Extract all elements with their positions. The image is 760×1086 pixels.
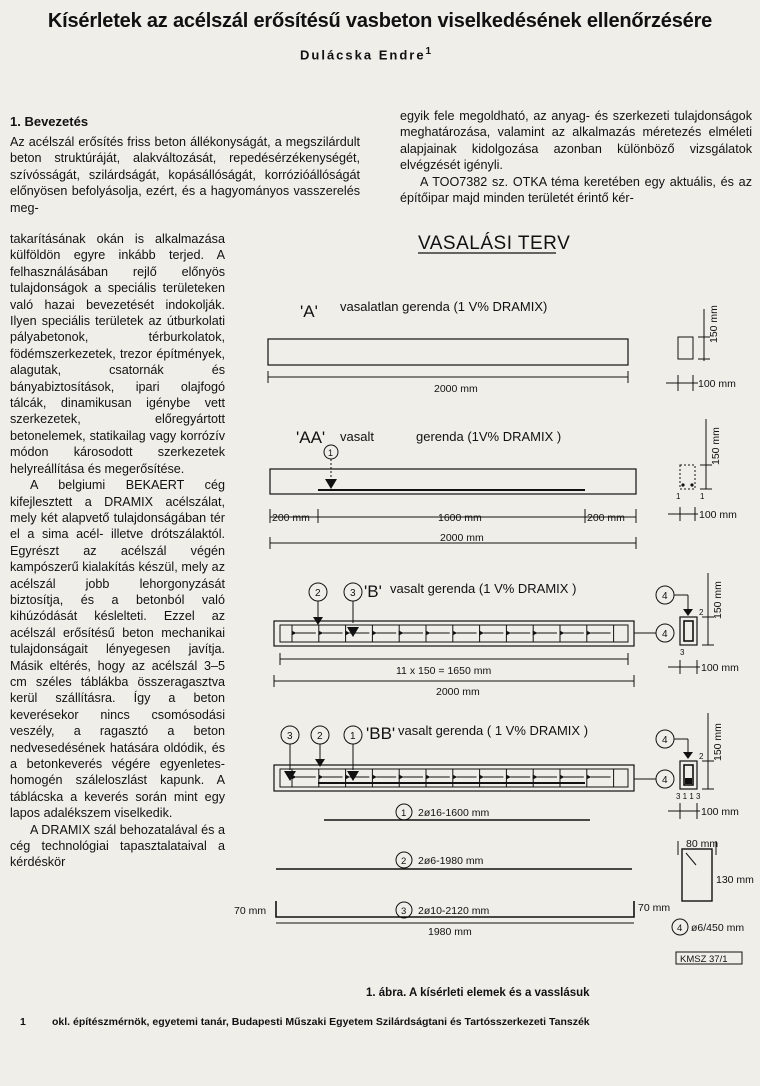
bar-callout-num: 3 [287, 731, 293, 742]
paragraph: A TOO7382 sz. OTKA téma keretében egy aktuális, és az építőipar majd minden területét érintő kér- [400, 174, 752, 206]
paragraph: takarításának okán is alkalmazása külföldön egyre inkább terjed. A felhasználásában rejlő előnyös tulajdonságok a speciális területeken való hazai bevezetését indokolják. Ilyen speciális területek az útburkolati pályabetonok, térburkolatok, födémszerkezetek, trezor építmények, alagutak, csatornák és bányabiztosítások, ipari olajfogó tálcák, dinamikusan igénybe vett szerkezetek, előregyártott betonelemek, statikailag vagy korrózív módon károsodott szerkezetek helyreállítása és megerősítése. [10, 232, 225, 476]
rebar-3-left-hook: 70 mm [234, 905, 267, 917]
stirrup-callout-num: 4 [662, 735, 668, 746]
beam-a-mark: 'A' [300, 302, 318, 321]
beam-aa-height: 150 mm [710, 427, 722, 465]
beam-b-height: 150 mm [712, 581, 724, 619]
rebar-3-spec: 2ø10-2120 mm [418, 905, 490, 917]
section-label-left: 1 [676, 492, 681, 501]
beam-a-section [678, 337, 693, 359]
beam-aa-mark: 'AA' [296, 428, 326, 447]
leader-arrowhead [347, 627, 359, 637]
stirrup-spec-text: ø6/450 mm [691, 922, 745, 934]
beam-aa-dim-left: 200 mm [272, 512, 310, 524]
bar-callout-num: 1 [350, 731, 356, 742]
section-label-right: 1 [700, 492, 705, 501]
stirrup-callout-num: 4 [662, 629, 668, 640]
rebar-3-total: 1980 mm [428, 926, 472, 938]
leader-arrowhead [347, 771, 359, 781]
beam-a-height: 150 mm [708, 305, 720, 343]
paragraph-column-narrow [10, 231, 225, 871]
paragraph: A belgiumi BEKAERT cég kifejlesztett a DRAMIX acélszálat, mely két alapvető tulajdonságában tér el a sima acél- illetve drótszálaktól. Egyrészt az acélszál végén kampószerű kialakítás készül, mely az acélszál jobb lehorgonyzását biztosítja, és a betonból való kihúzódását késlelteti. Ezzel az acélszál erősítésű beton mechanikai tulajdonságait lényegesen javítja. Másik eltérés, hogy az acélszál 3–5 cm széles táblákba összeragasztva kerül szállításra. Így a beton keverésekor nincs csomósodási veszély, a ragasztó a beton nedvesedésének hatására oldódik, és a betonkeverés végére egyenletes-homogén száleloszlást kapunk. A táblácska a keverés során mint egy lapos adalékszem viselkedik. [10, 478, 225, 821]
bar-callout-num: 2 [317, 731, 323, 742]
author: Dulácska Endre$^1$ [300, 46, 432, 63]
beam-a-body [268, 339, 628, 365]
beam-b-length: 2000 mm [436, 686, 480, 698]
section-label-top: 2 [699, 752, 704, 761]
footnote-number: 1 [20, 1016, 26, 1028]
section-label-bottom: 3 1 1 3 [676, 792, 701, 801]
beam-b-stirrups [292, 625, 614, 642]
beam-aa-width: 100 mm [699, 509, 737, 521]
beam-aa-group [270, 419, 737, 549]
rebar-1-spec: 2ø16-1600 mm [418, 807, 490, 819]
section-bar [690, 483, 693, 486]
beam-bb-label: vasalt gerenda ( 1 V% DRAMIX ) [398, 723, 589, 738]
beam-b-label: vasalt gerenda (1 V% DRAMIX ) [390, 581, 577, 596]
rebar-2-num: 2 [401, 856, 407, 867]
rebar-2-spec: 2ø6-1980 mm [418, 855, 484, 867]
paper-title: Kísérletek az acélszál erősítésű vasbeton viselkedésének ellenőrzésére [47, 10, 713, 32]
leader-arrowhead [284, 771, 296, 781]
beam-a-label: vasalatlan gerenda (1 V% DRAMIX) [340, 299, 548, 314]
bar-callout-num: 1 [328, 448, 334, 458]
leader-arrowhead [683, 609, 693, 616]
rebar-1-num: 1 [401, 808, 407, 819]
stirrup-callout-num: 4 [662, 775, 668, 786]
leader-arrowhead [325, 479, 337, 489]
beam-aa-dim-mid: 1600 mm [438, 512, 482, 524]
rebar-3-num: 3 [401, 906, 407, 917]
drawing-stamp: KMSZ 37/1 [680, 954, 728, 965]
figure-caption: 1. ábra. A kísérleti elemek és a vasslásuk [366, 987, 590, 999]
reinforcement-plan-figure [228, 225, 760, 1005]
paragraph: Az acélszál erősítés friss beton állékonyságát, a megszilárdult beton struktúráját, alakváltozását, repedésérzékenységét, szívósságát, szilárdságát, kopásállóságát, korrózióállóságát előnyösen befolyásolja, ezért, és a hagyományos vasszerelés meg- [10, 135, 360, 215]
beam-b-spacing: 11 x 150 = 1650 mm [396, 665, 492, 677]
section-heading: 1. Bevezetés [10, 114, 89, 129]
stirrup-callout-num: 4 [662, 591, 668, 602]
beam-aa-label-2: gerenda (1V% DRAMIX ) [416, 429, 562, 444]
rebar-schedule [234, 804, 754, 938]
stirrup-hook [686, 853, 696, 865]
beam-b-mark: 'B' [364, 582, 382, 601]
beam-aa-label: vasalt [340, 429, 374, 444]
beam-a-width: 100 mm [698, 378, 736, 390]
paragraph: A DRAMIX szál behozatalával és a cég technológiai tapasztalataival a kérdéskör [10, 822, 225, 870]
beam-bb-height: 150 mm [712, 723, 724, 761]
beam-bb-width: 100 mm [701, 806, 739, 818]
beam-aa-dim-right: 200 mm [587, 512, 625, 524]
author-footnote-mark: 1 [425, 46, 432, 57]
beam-bb-stirrups [292, 769, 614, 787]
stirrup-spec-num: 4 [677, 923, 683, 934]
paragraph-intro-wide [10, 134, 360, 216]
stirrup-width: 80 mm [686, 838, 719, 850]
bar-callout-num: 2 [315, 588, 321, 599]
footnote-text: okl. építészmérnök, egyetemi tanár, Budapesti Műszaki Egyetem Szilárdságtani és Tartósszerkezeti Tanszék [52, 1016, 590, 1028]
stirrup-shape [682, 849, 712, 901]
leader-arrowhead [683, 752, 693, 759]
beam-bb-cage [280, 769, 628, 787]
beam-bb-group [274, 713, 739, 819]
figure-title: VASALÁSI TERV [418, 233, 571, 254]
beam-a-length: 2000 mm [434, 383, 478, 395]
bar-callout-num: 3 [350, 588, 356, 599]
beam-a-group [268, 299, 736, 395]
paragraph-column-right [400, 108, 752, 206]
beam-aa-length: 2000 mm [440, 532, 484, 544]
section-bar [681, 483, 684, 486]
stirrup-height: 130 mm [716, 874, 754, 886]
beam-bb-mark: 'BB' [366, 724, 396, 743]
paragraph: egyik fele megoldható, az anyag- és szerkezeti tulajdonságok meghatározása, valamint az alkalmazás méretezés elméleti alapjainak kidolgozása azonban különböző vizsgálatok elvégzését igényli. [400, 109, 752, 173]
section-label-bottom: 3 [680, 648, 685, 657]
rebar-3-right-hook: 70 mm [638, 902, 671, 914]
leader-arrowhead [315, 759, 325, 767]
beam-b-group [274, 573, 739, 698]
section-bar [685, 778, 692, 784]
beam-b-width: 100 mm [701, 662, 739, 674]
beam-b-section-stirrup [684, 621, 693, 641]
section-label-top: 2 [699, 608, 704, 617]
